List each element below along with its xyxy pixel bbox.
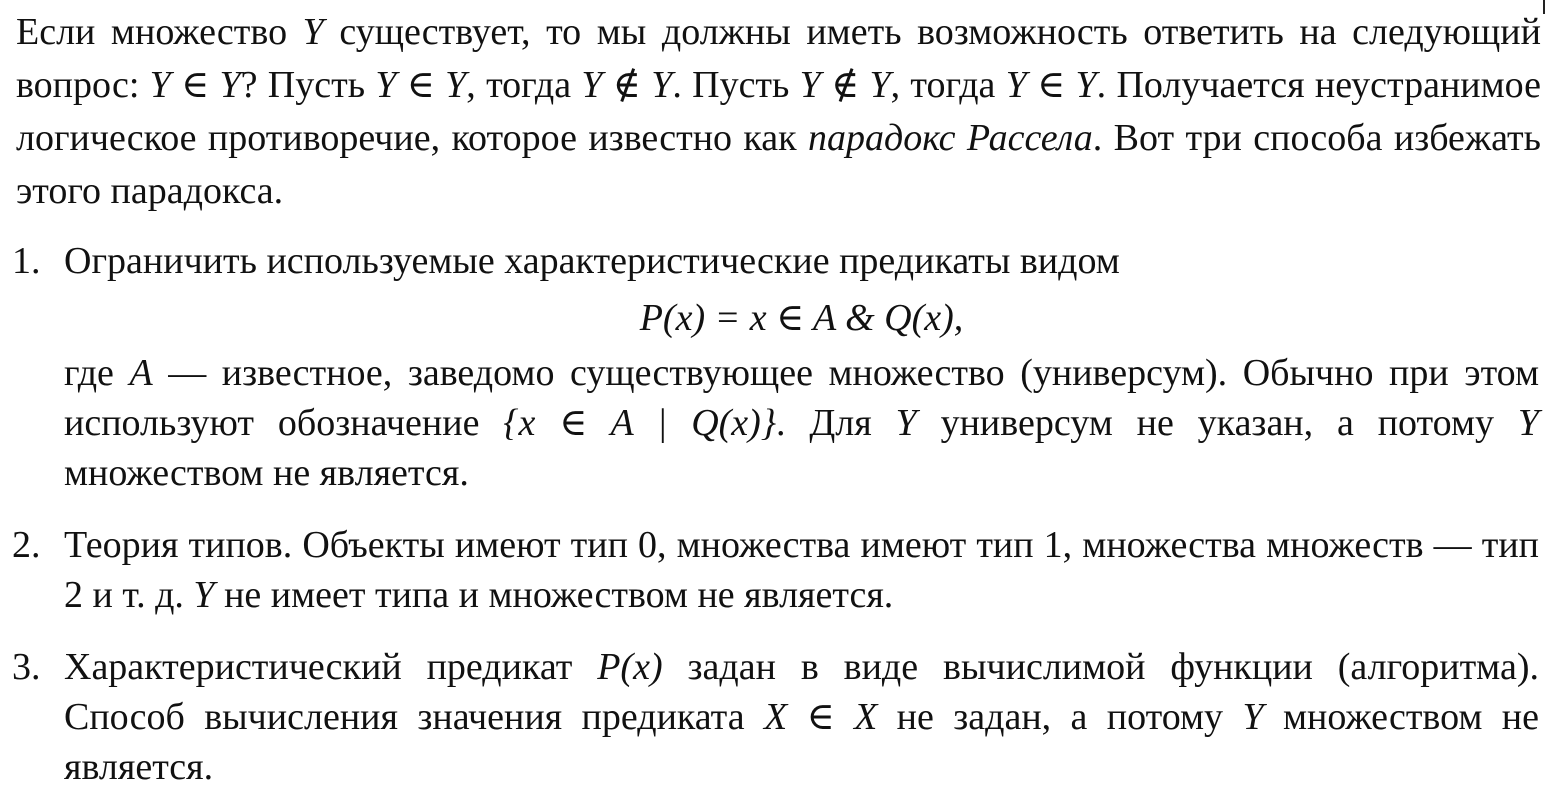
- scan-edge-mark: [1543, 0, 1545, 14]
- item-text: Характеристический предикат: [64, 646, 598, 688]
- item-lead: Ограничить используемые характеристические предикаты видом: [64, 240, 1120, 282]
- math-expr: {x ∈ A | Q(x)}: [503, 402, 777, 444]
- item-text: Теория типов. Объекты имеют тип 0, множества имеют тип 1, множества множеств — тип 2 и т. д.: [64, 524, 1539, 616]
- intro-paragraph: [16, 6, 1541, 218]
- item-text: не задан, а потому: [877, 696, 1243, 738]
- math-var: Y: [193, 574, 215, 616]
- display-formula: P(x) = x ∈ A & Q(x),: [639, 297, 964, 339]
- math-expr: Y ∉ Y: [581, 64, 673, 106]
- intro-text: Если множество: [16, 11, 303, 53]
- item-text: задан в виде вычислимой функции (алгоритма). Способ вычисления значения предиката: [64, 646, 1539, 738]
- math-var: A: [129, 352, 153, 394]
- math-var: Y: [302, 11, 324, 53]
- intro-text: , тогда: [890, 64, 1006, 106]
- math-expr: Y ∈ Y: [149, 64, 241, 106]
- item-text: — известное, заведомо существующее множество (универсум). Обычно при этом используют обозначение: [64, 352, 1539, 444]
- item-text: не имеет типа и множеством не является.: [214, 574, 894, 616]
- math-expr: Y ∈ Y: [1005, 64, 1097, 106]
- item-continuation: [64, 348, 1539, 498]
- intro-text: . Пусть: [672, 64, 800, 106]
- intro-text: ? Пусть: [240, 64, 376, 106]
- math-expr: X ∈ X: [764, 696, 878, 738]
- item-text: множеством не является.: [64, 696, 1540, 788]
- item-body: [64, 520, 1539, 620]
- item-text: где: [64, 352, 130, 394]
- math-var: Y: [1517, 402, 1539, 444]
- item-body: [64, 642, 1539, 792]
- item-number: 3.: [12, 646, 41, 688]
- list-item: [0, 642, 1551, 792]
- paradox-term: парадокс Рассела: [808, 117, 1093, 159]
- item-text: универсум не указан, а потому: [916, 402, 1518, 444]
- item-text: . Для: [776, 402, 896, 444]
- item-number: 1.: [12, 240, 41, 282]
- math-var: Y: [1242, 696, 1264, 738]
- math-var: Y: [895, 402, 917, 444]
- intro-text: . Получается неустранимое логическое противоречие, которое известно как: [16, 64, 1542, 159]
- solutions-list: [0, 236, 1551, 792]
- math-expr: Y ∈ Y: [375, 64, 467, 106]
- intro-text: , тогда: [466, 64, 582, 106]
- list-item: [0, 520, 1551, 620]
- math-expr: P(x): [597, 646, 663, 688]
- item-number: 2.: [12, 524, 41, 566]
- list-item: [0, 236, 1551, 498]
- item-text: множеством не является.: [64, 452, 469, 494]
- intro-text: существует, то мы должны иметь возможность ответить на следующий вопрос:: [16, 11, 1541, 106]
- math-expr: Y ∉ Y: [799, 64, 891, 106]
- item-body: [64, 236, 1539, 498]
- intro-text: . Вот три способа избежать этого парадокса.: [16, 117, 1541, 212]
